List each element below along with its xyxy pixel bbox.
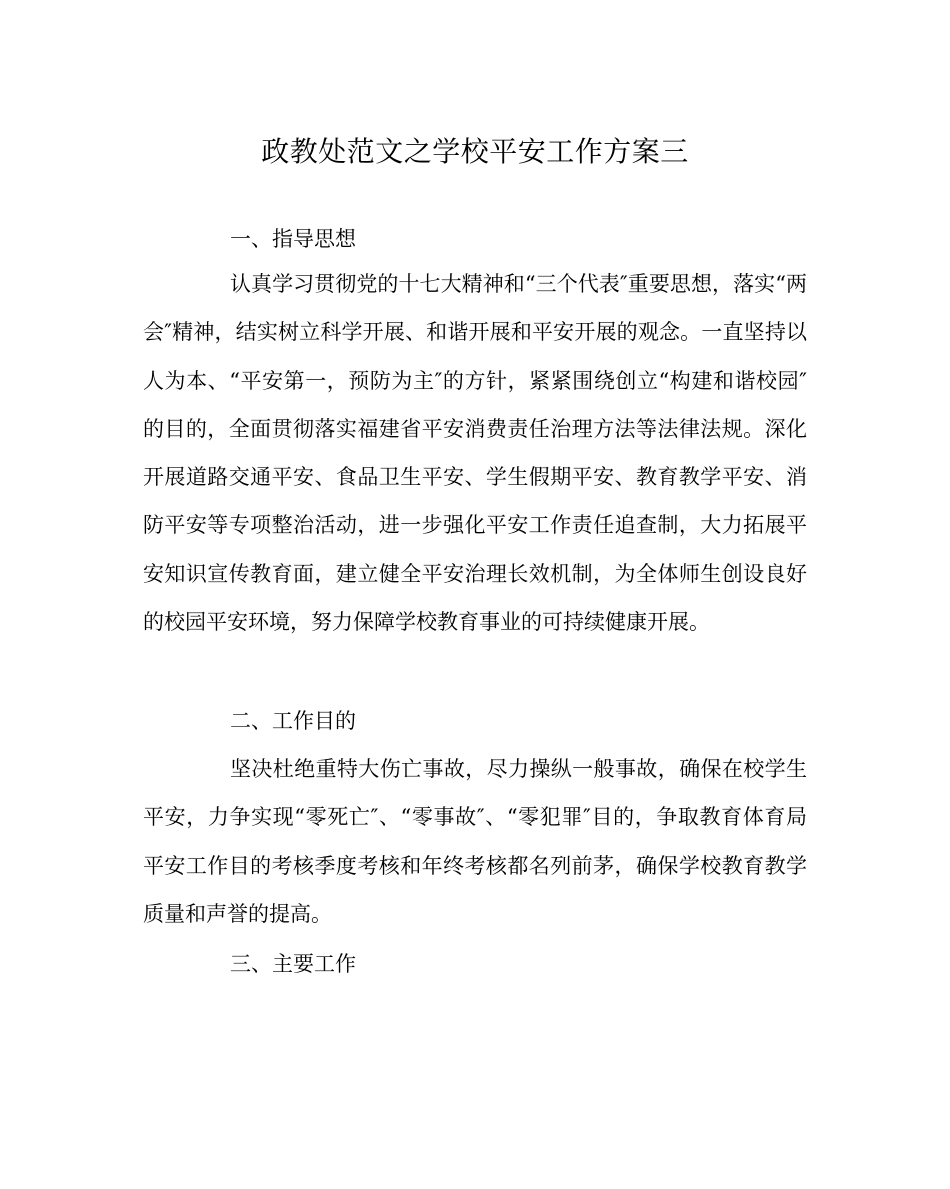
section-heading-work-goals: 二、工作目的 [230,709,356,733]
document-title: 政教处范文之学校平安工作方案三 [261,135,689,168]
section-paragraph-guiding-ideology: 认真学习贯彻党的十七大精神和“三个代表″重要思想，落实“两会″精神，结实树立科学开展、和谐开展和平安开展的观念。一直坚持以人为本、“平安第一，预防为主″的方针，紧紧围绕创立“构建和谐校园″的目的，全面贯彻落实福建省平安消费责任治理方法等法律法规。深化开展道路交通平安、食品卫生平安、学生假期平安、教育教学平安、消防平安等专项整治活动，进一步强化平安工作责任追查制，大力拓展平安知识宣传教育面，建立健全平安治理长效机制，为全体师生创设良好的校园平安环境，努力保障学校教育事业的可持续健康开展。 [143,272,807,635]
section-paragraph-work-goals: 坚决杜绝重特大伤亡事故，尽力操纵一般事故，确保在校学生平安，力争实现“零死亡″、“零事故″、“零犯罪″目的，争取教育体育局平安工作目的考核季度考核和年终考核都名列前茅，确保学校教育教学质量和声誉的提高。 [143,757,807,926]
section-heading-guiding-ideology: 一、指导思想 [230,227,356,251]
section-heading-main-work: 三、主要工作 [230,952,356,976]
